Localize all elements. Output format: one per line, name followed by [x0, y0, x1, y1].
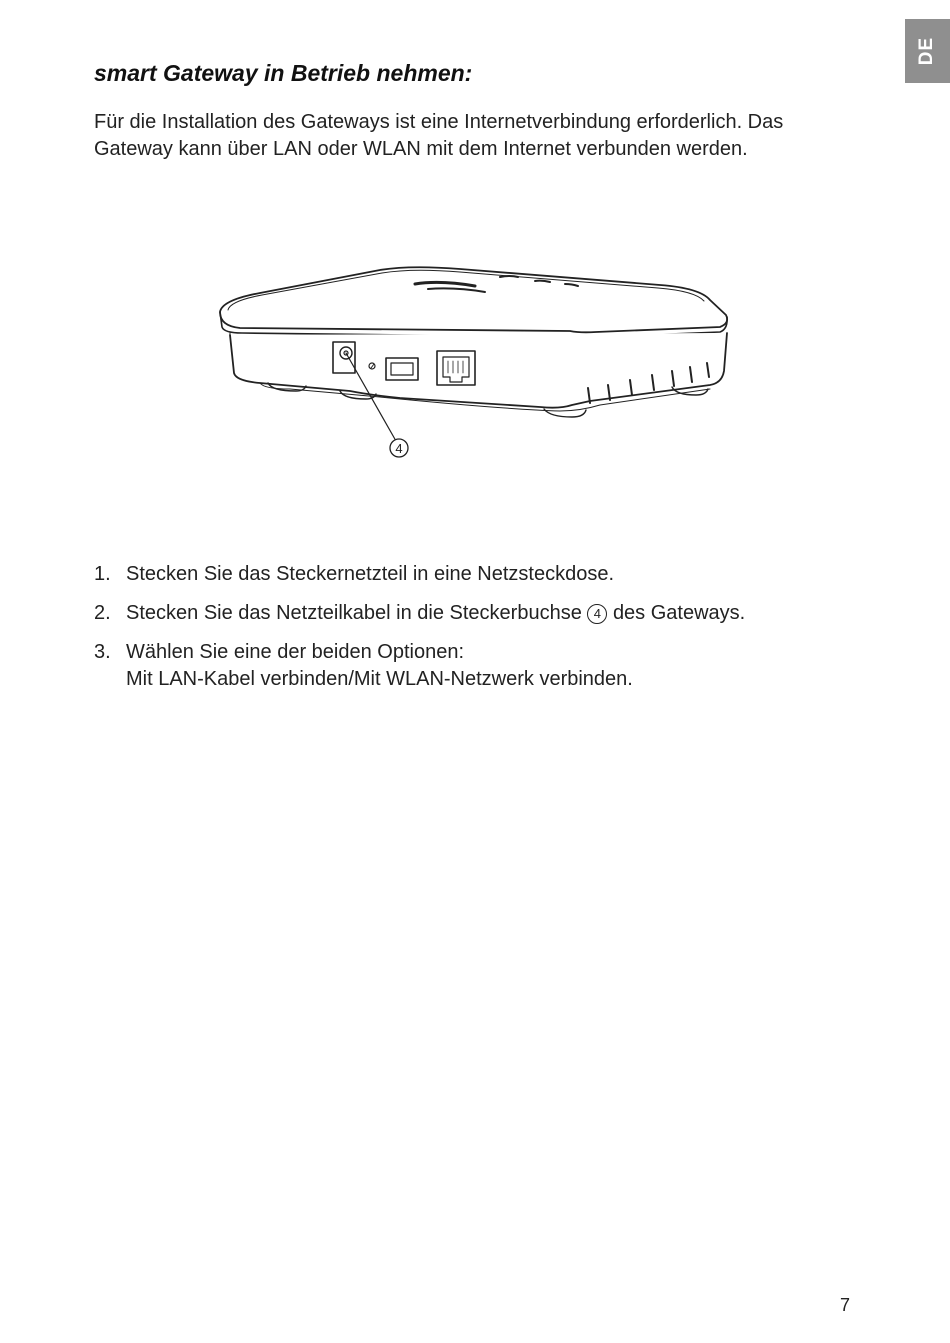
step-text-line1: Wählen Sie eine der beiden Optionen:	[126, 641, 465, 663]
step-number: 2.	[94, 602, 111, 624]
step-text-line2: Mit LAN-Kabel verbinden/Mit WLAN-Netzwerk verbinden.	[126, 668, 633, 690]
step-text-before: Stecken Sie das Netzteilkabel in die Steckerbuchse	[126, 602, 582, 624]
gateway-top-lid	[220, 267, 727, 332]
step-number: 1.	[94, 563, 111, 585]
page-title: smart Gateway in Betrieb nehmen:	[94, 60, 473, 86]
step-text-after: des Gateways.	[612, 602, 746, 624]
step-text: Stecken Sie das Steckernetzteil in eine Netzsteckdose.	[126, 563, 615, 585]
steps-list	[94, 561, 854, 705]
gateway-illustration	[200, 255, 750, 475]
intro-paragraph: Für die Installation des Gateways ist eine Internetverbindung erforderlich. Das Gateway kann über LAN oder WLAN mit dem Internet verbunden werden.	[94, 111, 784, 160]
step-item	[94, 561, 854, 588]
page-number: 7	[840, 1295, 851, 1315]
callout-reference: 4	[587, 604, 607, 624]
language-tab-label: DE	[916, 36, 938, 66]
step-item	[94, 600, 854, 627]
step-number: 3.	[94, 641, 111, 663]
step-text	[126, 639, 854, 693]
language-tab	[905, 19, 950, 83]
step-text	[126, 600, 854, 627]
step-item	[94, 639, 854, 693]
callout-number: 4	[395, 441, 403, 456]
